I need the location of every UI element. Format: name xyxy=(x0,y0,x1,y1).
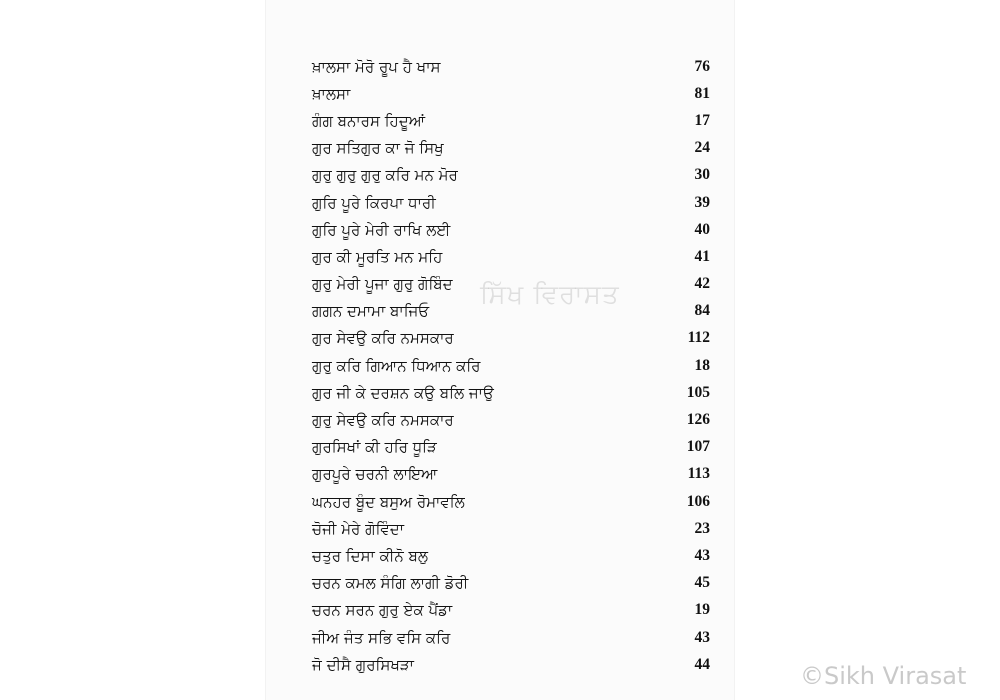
toc-entry xyxy=(312,352,710,379)
toc-entry-page-number: 76 xyxy=(694,57,710,75)
toc-entry-page-number: 106 xyxy=(686,492,710,510)
toc-entry xyxy=(312,80,710,107)
toc-entry xyxy=(312,243,710,270)
toc-entry xyxy=(312,107,710,134)
table-of-contents xyxy=(312,53,710,678)
toc-entry xyxy=(312,406,710,433)
toc-entry-title: ਗੁਰੁ ਕਰਿ ਗਿਆਨ ਧਿਆਨ ਕਰਿ xyxy=(312,356,481,375)
toc-entry-title: ਗੁਰਿ ਪੂਰੇ ਕਿਰਪਾ ਧਾਰੀ xyxy=(312,193,436,212)
toc-entry-title: ਗਗਨ ਦਮਾਮਾ ਬਾਜਿਓ xyxy=(312,302,430,321)
toc-entry-title: ਚੋਜੀ ਮੇਰੇ ਗੋਵਿੰਦਾ xyxy=(312,519,405,538)
toc-entry-page-number: 105 xyxy=(686,383,710,401)
toc-entry-page-number: 84 xyxy=(694,302,710,320)
toc-entry xyxy=(312,597,710,624)
toc-entry xyxy=(312,135,710,162)
toc-entry-page-number: 112 xyxy=(687,329,710,347)
toc-entry-page-number: 113 xyxy=(687,465,710,483)
toc-entry xyxy=(312,53,710,80)
toc-entry-title: ਗੁਰਪੂਰੇ ਚਰਨੀ ਲਾਇਆ xyxy=(312,465,438,484)
toc-entry-title: ਜੋ ਦੀਸੈ ਗੁਰਸਿਖੜਾ xyxy=(312,655,414,674)
toc-entry-title: ਖ਼ਾਲਸਾ ਮੋਰੋ ਰੂਪ ਹੈ ਖਾਸ xyxy=(312,57,441,76)
toc-entry xyxy=(312,515,710,542)
toc-entry-title: ਗੁਰੁ ਗੁਰੁ ਗੁਰੁ ਕਰਿ ਮਨ ਮੋਰ xyxy=(312,166,458,185)
toc-entry xyxy=(312,216,710,243)
toc-entry-title: ਜੀਅ ਜੰਤ ਸਭਿ ਵਸਿ ਕਰਿ xyxy=(312,628,451,647)
toc-entry-page-number: 40 xyxy=(694,220,710,238)
toc-entry-page-number: 107 xyxy=(686,438,710,456)
toc-entry-page-number: 18 xyxy=(694,356,710,374)
toc-entry-page-number: 19 xyxy=(694,601,710,619)
toc-entry-page-number: 126 xyxy=(686,411,710,429)
toc-entry xyxy=(312,162,710,189)
toc-entry-title: ਖ਼ਾਲਸਾ xyxy=(312,84,351,103)
toc-entry-title: ਚਰਨ ਕਮਲ ਸੰਗਿ ਲਾਗੀ ਡੋਰੀ xyxy=(312,574,469,593)
toc-entry-title: ਗੁਰ ਸਤਿਗੁਰ ਕਾ ਜੋ ਸਿਖੁ xyxy=(312,139,444,158)
toc-entry-title: ਗੰਗ ਬਨਾਰਸ ਹਿਦੂਆਂ xyxy=(312,111,426,130)
toc-entry-page-number: 17 xyxy=(694,111,710,129)
toc-entry-page-number: 43 xyxy=(694,628,710,646)
toc-entry-page-number: 23 xyxy=(694,519,710,537)
toc-entry-page-number: 44 xyxy=(694,655,710,673)
toc-entry xyxy=(312,461,710,488)
toc-entry xyxy=(312,189,710,216)
toc-entry xyxy=(312,434,710,461)
toc-entry xyxy=(312,325,710,352)
toc-entry xyxy=(312,488,710,515)
copyright-notice: ©Sikh Virasat xyxy=(800,662,967,690)
toc-entry-page-number: 43 xyxy=(694,546,710,564)
toc-entry xyxy=(312,651,710,678)
toc-entry xyxy=(312,624,710,651)
toc-entry xyxy=(312,570,710,597)
toc-entry-title: ਗੁਰ ਸੇਵਉ ਕਰਿ ਨਮਸਕਾਰ xyxy=(312,329,454,348)
toc-entry-title: ਚਤੁਰ ਦਿਸਾ ਕੀਨੋ ਬਲੁ xyxy=(312,546,428,565)
toc-entry-page-number: 41 xyxy=(694,247,710,265)
toc-entry-page-number: 39 xyxy=(694,193,710,211)
toc-entry-page-number: 42 xyxy=(694,275,710,293)
toc-entry-page-number: 45 xyxy=(694,574,710,592)
toc-entry xyxy=(312,379,710,406)
toc-entry-page-number: 30 xyxy=(694,166,710,184)
toc-entry-title: ਗੁਰੁ ਮੇਰੀ ਪੂਜਾ ਗੁਰੁ ਗੋਬਿੰਦ xyxy=(312,275,453,294)
toc-entry-title: ਚਰਨ ਸਰਨ ਗੁਰੁ ਏਕ ਪੈਂਡਾ xyxy=(312,601,453,620)
toc-entry-title: ਗੁਰਿ ਪੂਰੇ ਮੇਰੀ ਰਾਖਿ ਲਈ xyxy=(312,220,451,239)
toc-entry-title: ਗੁਰੁ ਸੇਵਉ ਕਰਿ ਨਮਸਕਾਰ xyxy=(312,411,454,430)
toc-entry xyxy=(312,542,710,569)
toc-entry-title: ਗੁਰ ਕੀ ਮੂਰਤਿ ਮਨ ਮਹਿ xyxy=(312,247,443,266)
watermark-text: ਸਿੱਖ ਵਿਰਾਸਤ xyxy=(480,280,620,310)
toc-entry-page-number: 24 xyxy=(694,139,710,157)
toc-entry-page-number: 81 xyxy=(694,84,710,102)
toc-entry-title: ਘਨਹਰ ਬੂੰਦ ਬਸੁਅ ਰੋਮਾਵਲਿ xyxy=(312,492,465,511)
toc-entry-title: ਗੁਰਸਿਖਾਂ ਕੀ ਹਰਿ ਧੂੜਿ xyxy=(312,438,437,457)
toc-entry-title: ਗੁਰ ਜੀ ਕੇ ਦਰਸ਼ਨ ਕਉ ਬਲਿ ਜਾਉ xyxy=(312,383,494,402)
